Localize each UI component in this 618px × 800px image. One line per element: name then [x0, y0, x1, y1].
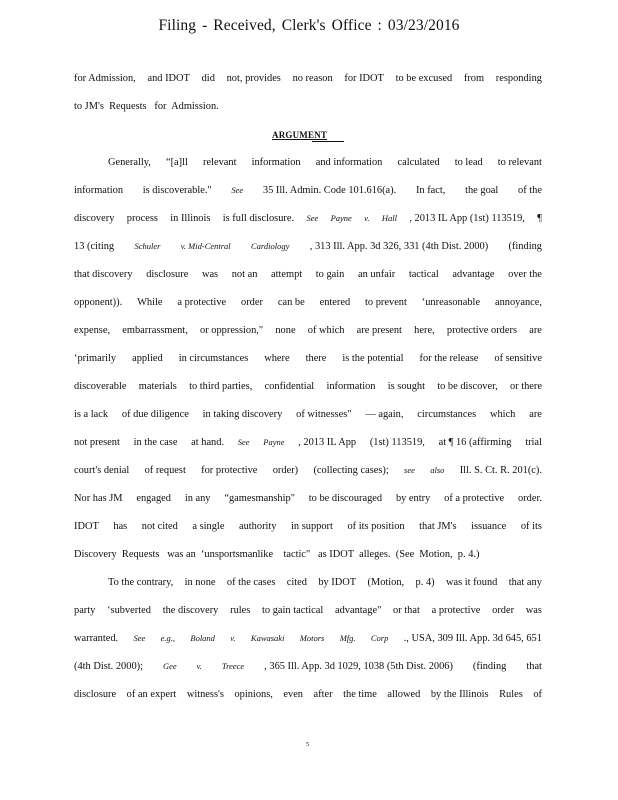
text-fragment: calculated: [397, 157, 440, 168]
text-fragment: Motors: [299, 633, 325, 643]
text-fragment: to third parties,: [189, 381, 253, 392]
text-fragment: See: [306, 213, 319, 223]
text-fragment: expense,: [74, 325, 111, 336]
text-line: [74, 493, 542, 504]
text-fragment: in Illinois: [170, 213, 211, 224]
text-fragment: to gain: [315, 269, 345, 280]
heading-underline: [312, 141, 344, 142]
text-fragment: p. 4): [415, 577, 435, 588]
text-fragment: 13 (citing: [74, 241, 115, 252]
text-fragment: and IDOT: [147, 73, 190, 84]
text-fragment: not, provides: [226, 73, 281, 84]
text-fragment: did: [201, 73, 215, 84]
text-fragment: (collecting cases);: [313, 465, 389, 476]
text-fragment: of request: [144, 465, 186, 476]
text-fragment: are: [529, 325, 542, 336]
text-fragment: advantage: [452, 269, 495, 280]
text-fragment: (finding: [472, 661, 507, 672]
text-fragment: disclosure: [74, 689, 117, 700]
text-fragment: at ¶ 16 (affirming: [438, 437, 512, 448]
text-line: [74, 381, 542, 392]
text-fragment: witness's: [186, 689, 224, 700]
text-fragment: the goal: [465, 185, 499, 196]
text-fragment: Treece: [221, 661, 245, 671]
text-fragment: is a lack: [74, 409, 109, 420]
text-fragment: of an expert: [126, 689, 177, 700]
text-line: [74, 465, 542, 476]
text-fragment: v. Mid-Central: [180, 241, 231, 251]
text-fragment: for the release: [419, 353, 479, 364]
text-fragment: to prevent: [365, 297, 407, 308]
text-fragment: responding: [495, 73, 542, 84]
text-fragment: embarrassment,: [122, 325, 188, 336]
text-fragment: engaged: [136, 493, 171, 504]
text-fragment: Rules: [499, 689, 523, 700]
text-fragment: by the Illinois: [430, 689, 489, 700]
text-fragment: see: [404, 465, 415, 475]
text-fragment: for Admission,: [74, 73, 136, 84]
text-fragment: is sought: [387, 381, 425, 392]
text-fragment: not cited: [141, 521, 178, 532]
text-fragment: the time: [343, 689, 377, 700]
text-fragment: even: [283, 689, 304, 700]
filing-stamp-header: Filing - Received, Clerk's Office : 03/23/2016: [158, 17, 460, 34]
text-fragment: entered: [319, 297, 351, 308]
text-fragment: in support: [291, 521, 333, 532]
text-fragment: of sensitive: [494, 353, 542, 364]
text-fragment: Cardiology: [251, 241, 290, 251]
text-line: [74, 549, 479, 560]
text-fragment: an unfair: [357, 269, 396, 280]
text-fragment: — again,: [365, 409, 404, 420]
text-line: [74, 73, 542, 84]
text-fragment: court's denial: [74, 465, 130, 476]
text-fragment: in taking discovery: [202, 409, 283, 420]
text-fragment: or oppression,": [200, 325, 264, 336]
text-fragment: by IDOT: [318, 577, 357, 588]
text-fragment: information: [251, 157, 301, 168]
text-fragment: none: [275, 325, 296, 336]
text-line: [74, 353, 542, 364]
text-fragment: Schuler: [134, 241, 161, 251]
text-line: [74, 297, 542, 308]
text-fragment: issuance: [471, 521, 507, 532]
text-fragment: To the contrary,: [108, 577, 174, 588]
text-line: [74, 521, 542, 532]
text-fragment: Mfg.: [339, 633, 356, 643]
text-fragment: materials: [138, 381, 177, 392]
text-fragment: a protective: [177, 297, 227, 308]
text-fragment: of a protective: [444, 493, 505, 504]
text-fragment: , 365 Ill. App. 3d 1029, 1038 (5th Dist. 2006): [264, 661, 453, 672]
text-fragment: here,: [414, 325, 435, 336]
text-line: [74, 325, 542, 336]
text-fragment: information: [326, 381, 376, 392]
text-fragment: over the: [508, 269, 542, 280]
text-fragment: Payne: [330, 213, 352, 223]
text-fragment: for protective: [201, 465, 258, 476]
text-fragment: See: [133, 633, 146, 643]
text-fragment: of its position: [347, 521, 405, 532]
text-fragment: is full disclosure.: [222, 213, 295, 224]
text-fragment: not an: [231, 269, 258, 280]
text-fragment: information: [74, 185, 124, 196]
text-fragment: opinions,: [234, 689, 273, 700]
text-fragment: the discovery: [162, 605, 219, 616]
text-fragment: Boland: [190, 633, 215, 643]
text-fragment: attempt: [271, 269, 303, 280]
text-fragment: to lead: [454, 157, 483, 168]
text-fragment: to gain tactical: [262, 605, 324, 616]
text-line: [74, 437, 542, 448]
text-line: [108, 577, 542, 588]
text-fragment: not present: [74, 437, 120, 448]
text-line: [74, 605, 542, 616]
text-fragment: process: [126, 213, 158, 224]
text-fragment: in the case: [133, 437, 178, 448]
text-fragment: authority: [238, 521, 277, 532]
text-fragment: ., USA, 309 Ill. App. 3d 645, 651: [403, 633, 542, 644]
text-fragment: Ill. S. Ct. R. 201(c).: [459, 465, 542, 476]
text-fragment: no reason: [292, 73, 333, 84]
text-fragment: trial: [525, 437, 542, 448]
text-fragment: of the cases: [226, 577, 276, 588]
text-fragment: of the: [518, 185, 542, 196]
text-fragment: a single: [192, 521, 225, 532]
text-fragment: Payne: [263, 437, 285, 447]
text-fragment: allowed: [387, 689, 421, 700]
text-fragment: of witnesses": [296, 409, 352, 420]
text-fragment: annoyance,: [494, 297, 542, 308]
text-line: [74, 213, 542, 224]
text-fragment: ‘primarily: [74, 353, 117, 364]
text-fragment: or there: [509, 381, 542, 392]
text-fragment: protective orders: [446, 325, 517, 336]
text-line: [74, 101, 219, 112]
text-fragment: or that: [393, 605, 420, 616]
text-fragment: can be: [277, 297, 305, 308]
text-fragment: ¶: [537, 213, 542, 224]
text-fragment: ‘unreasonable: [421, 297, 481, 308]
text-fragment: disclosure: [146, 269, 189, 280]
text-fragment: that JM's: [419, 521, 457, 532]
text-fragment: Corp: [370, 633, 389, 643]
text-line: [74, 409, 542, 420]
text-fragment: (1st) 113519,: [369, 437, 425, 448]
text-fragment: opponent)).: [74, 297, 123, 308]
text-fragment: rules: [230, 605, 251, 616]
text-line: [74, 269, 542, 280]
text-fragment: of: [533, 689, 542, 700]
text-fragment: party: [74, 605, 96, 616]
text-fragment: are present: [356, 325, 402, 336]
text-fragment: and information: [315, 157, 383, 168]
text-fragment: after: [313, 689, 333, 700]
text-fragment: v.: [364, 213, 370, 223]
text-fragment: that any: [508, 577, 542, 588]
text-fragment: relevant: [203, 157, 237, 168]
text-fragment: order: [241, 297, 263, 308]
text-fragment: discoverable: [74, 381, 127, 392]
text-fragment: there: [305, 353, 327, 364]
text-fragment: of due diligence: [121, 409, 189, 420]
text-fragment: See: [237, 437, 250, 447]
text-fragment: e.g.,: [160, 633, 176, 643]
text-line: [74, 661, 542, 672]
text-fragment: for IDOT: [344, 73, 384, 84]
text-fragment: Hall: [381, 213, 397, 223]
text-fragment: are: [529, 409, 542, 420]
text-fragment: “[a]ll: [165, 157, 188, 168]
text-fragment: a protective: [431, 605, 481, 616]
text-fragment: confidential: [264, 381, 315, 392]
text-fragment: to be discouraged: [308, 493, 383, 504]
text-fragment: , 2013 IL App: [298, 437, 357, 448]
text-fragment: 35 Ill. Admin. Code 101.616(a).: [262, 185, 397, 196]
text-fragment: to relevant: [497, 157, 542, 168]
text-fragment: of which: [307, 325, 345, 336]
text-fragment: tactical: [408, 269, 439, 280]
text-fragment: order): [272, 465, 299, 476]
text-line: [74, 633, 542, 644]
text-line: [74, 241, 542, 252]
text-fragment: (finding: [508, 241, 542, 252]
text-fragment: Nor has JM: [74, 493, 123, 504]
text-fragment: circumstances: [417, 409, 477, 420]
text-fragment: cited: [286, 577, 307, 588]
text-fragment: where: [264, 353, 290, 364]
text-fragment: is discoverable.": [142, 185, 212, 196]
text-fragment: advantage": [334, 605, 382, 616]
text-line: [74, 689, 542, 700]
text-fragment: , 2013 IL App (1st) 113519,: [409, 213, 525, 224]
text-fragment: Kawasaki: [250, 633, 285, 643]
text-fragment: by entry: [395, 493, 431, 504]
text-fragment: (4th Dist. 2000);: [74, 661, 143, 672]
text-fragment: is the potential: [342, 353, 404, 364]
text-fragment: (Motion,: [367, 577, 405, 588]
text-fragment: in none: [184, 577, 216, 588]
text-fragment: warranted.: [74, 633, 119, 644]
text-fragment: of its: [520, 521, 542, 532]
text-fragment: IDOT: [74, 521, 99, 532]
text-fragment: that discovery: [74, 269, 133, 280]
text-fragment: has: [113, 521, 128, 532]
text-fragment: from: [463, 73, 485, 84]
text-fragment: in circumstances: [178, 353, 249, 364]
text-fragment: v.: [196, 661, 202, 671]
text-fragment: was: [201, 269, 219, 280]
text-line: [108, 157, 542, 168]
text-fragment: was it found: [445, 577, 498, 588]
text-fragment: discovery: [74, 213, 115, 224]
text-fragment: in any: [184, 493, 211, 504]
text-fragment: Generally,: [108, 157, 151, 168]
text-fragment: applied: [132, 353, 163, 364]
text-fragment: In fact,: [415, 185, 446, 196]
text-fragment: that: [526, 661, 542, 672]
text-fragment: Gee: [162, 661, 177, 671]
text-line: [74, 185, 542, 196]
text-fragment: Discovery Requests was an ‘unsportsmanlike tactic" as IDOT alleges. (See Motion, p. 4.): [74, 549, 480, 560]
text-fragment: , 313 Ill. App. 3d 326, 331 (4th Dist. 2000): [309, 241, 489, 252]
text-fragment: See: [231, 185, 244, 195]
text-fragment: ‘subverted: [107, 605, 151, 616]
page-number: 5: [306, 742, 309, 748]
text-fragment: also: [430, 465, 445, 475]
text-fragment: “gamesmanship": [224, 493, 295, 504]
text-fragment: to be excused: [395, 73, 453, 84]
text-fragment: was: [525, 605, 542, 616]
text-fragment: at hand.: [191, 437, 225, 448]
text-fragment: to JM's Requests for Admission.: [74, 101, 219, 112]
text-fragment: order: [492, 605, 515, 616]
text-fragment: v.: [230, 633, 236, 643]
section-heading: ARGUMENT: [272, 130, 328, 140]
text-fragment: While: [137, 297, 163, 308]
text-fragment: order.: [517, 493, 542, 504]
text-fragment: to be discover,: [437, 381, 498, 392]
text-fragment: which: [489, 409, 516, 420]
